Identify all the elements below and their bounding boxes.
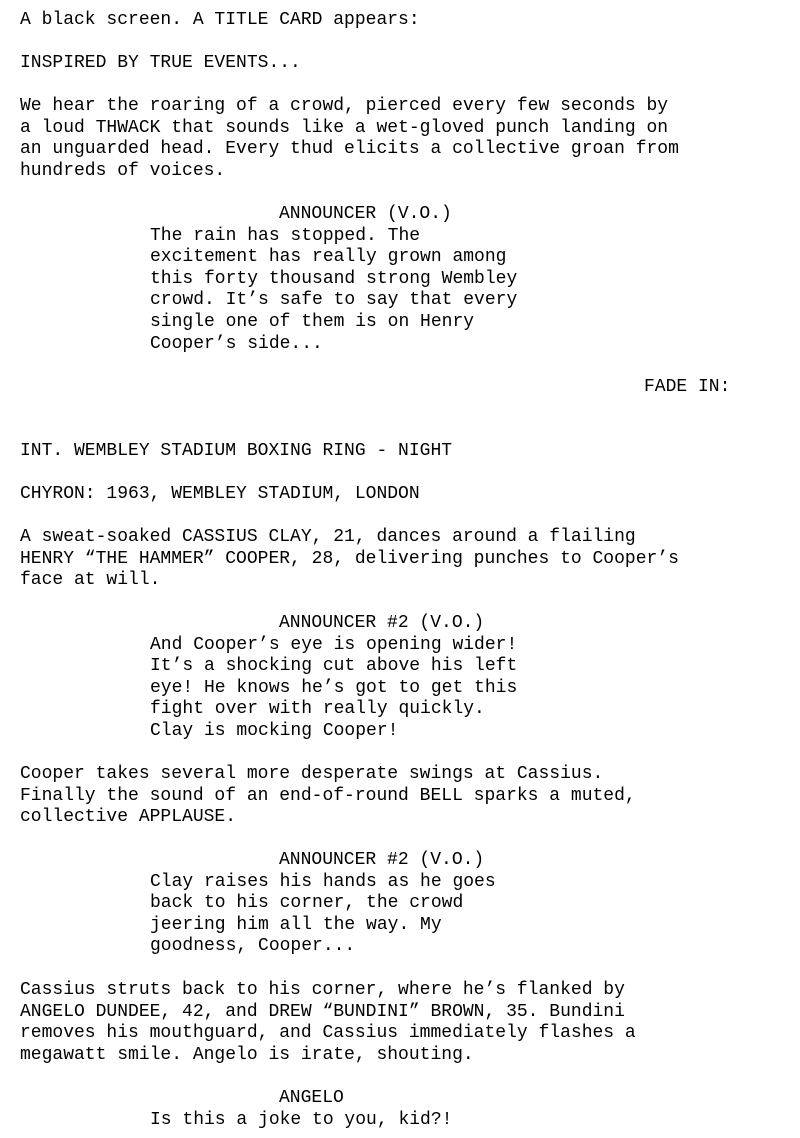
- chyron-line: CHYRON: 1963, WEMBLEY STADIUM, LONDON: [20, 484, 420, 504]
- dialogue-line: Cooper’s side...: [150, 333, 323, 354]
- action-line: We hear the roaring of a crowd, pierced every few seconds by: [20, 96, 669, 116]
- scene-heading: INT. WEMBLEY STADIUM BOXING RING - NIGHT: [20, 441, 453, 461]
- dialogue-line: fight over with really quickly.: [150, 699, 485, 720]
- dialogue-line: Clay is mocking Cooper!: [150, 721, 399, 741]
- action-line: megawatt smile. Angelo is irate, shouting.: [20, 1044, 474, 1065]
- action-line: removes his mouthguard, and Cassius immediately flashes a: [20, 1023, 636, 1044]
- title-card-line: INSPIRED BY TRUE EVENTS...: [20, 53, 301, 73]
- action-line: collective APPLAUSE.: [20, 807, 237, 828]
- dialogue-line: this forty thousand strong Wembley: [150, 268, 518, 289]
- dialogue-line: It’s a shocking cut above his left: [150, 656, 518, 677]
- dialogue-line: The rain has stopped. The: [150, 225, 421, 246]
- character-name: ANNOUNCER #2 (V.O.): [279, 850, 485, 870]
- action-line: face at will.: [20, 570, 161, 591]
- transition-fade-in: FADE IN:: [644, 377, 731, 397]
- action-line: A sweat-soaked CASSIUS CLAY, 21, dances around a flailing: [20, 527, 636, 547]
- dialogue-line: eye! He knows he’s got to get this: [150, 677, 518, 698]
- dialogue-line: single one of them is on Henry: [150, 312, 475, 332]
- dialogue-line: excitement has really grown among: [150, 247, 507, 268]
- dialogue-line: crowd. It’s safe to say that every: [150, 290, 518, 311]
- dialogue-line: And Cooper’s eye is opening wider!: [150, 634, 518, 655]
- dialogue-line: goodness, Cooper...: [150, 936, 356, 957]
- dialogue-line: back to his corner, the crowd: [150, 893, 464, 914]
- character-name: ANGELO: [279, 1088, 344, 1108]
- action-line: hundreds of voices.: [20, 160, 226, 181]
- action-line: Cassius struts back to his corner, where he’s flanked by: [20, 980, 625, 1000]
- dialogue-line: jeering him all the way. My: [150, 914, 442, 935]
- action-line: a loud THWACK that sounds like a wet-gloved punch landing on: [20, 117, 669, 138]
- dialogue-line: Clay raises his hands as he goes: [150, 871, 496, 892]
- intro-action-line: A black screen. A TITLE CARD appears:: [20, 10, 420, 30]
- character-name: ANNOUNCER #2 (V.O.): [279, 613, 485, 633]
- action-line: an unguarded head. Every thud elicits a collective groan from: [20, 139, 679, 160]
- dialogue-line: Is this a joke to you, kid?!: [150, 1109, 453, 1130]
- action-line: ANGELO DUNDEE, 42, and DREW “BUNDINI” BROWN, 35. Bundini: [20, 1001, 625, 1022]
- action-line: Cooper takes several more desperate swings at Cassius.: [20, 764, 604, 784]
- action-line: HENRY “THE HAMMER” COOPER, 28, delivering punches to Cooper’s: [20, 548, 679, 569]
- character-name: ANNOUNCER (V.O.): [279, 204, 452, 224]
- action-line: Finally the sound of an end-of-round BELL sparks a muted,: [20, 785, 636, 806]
